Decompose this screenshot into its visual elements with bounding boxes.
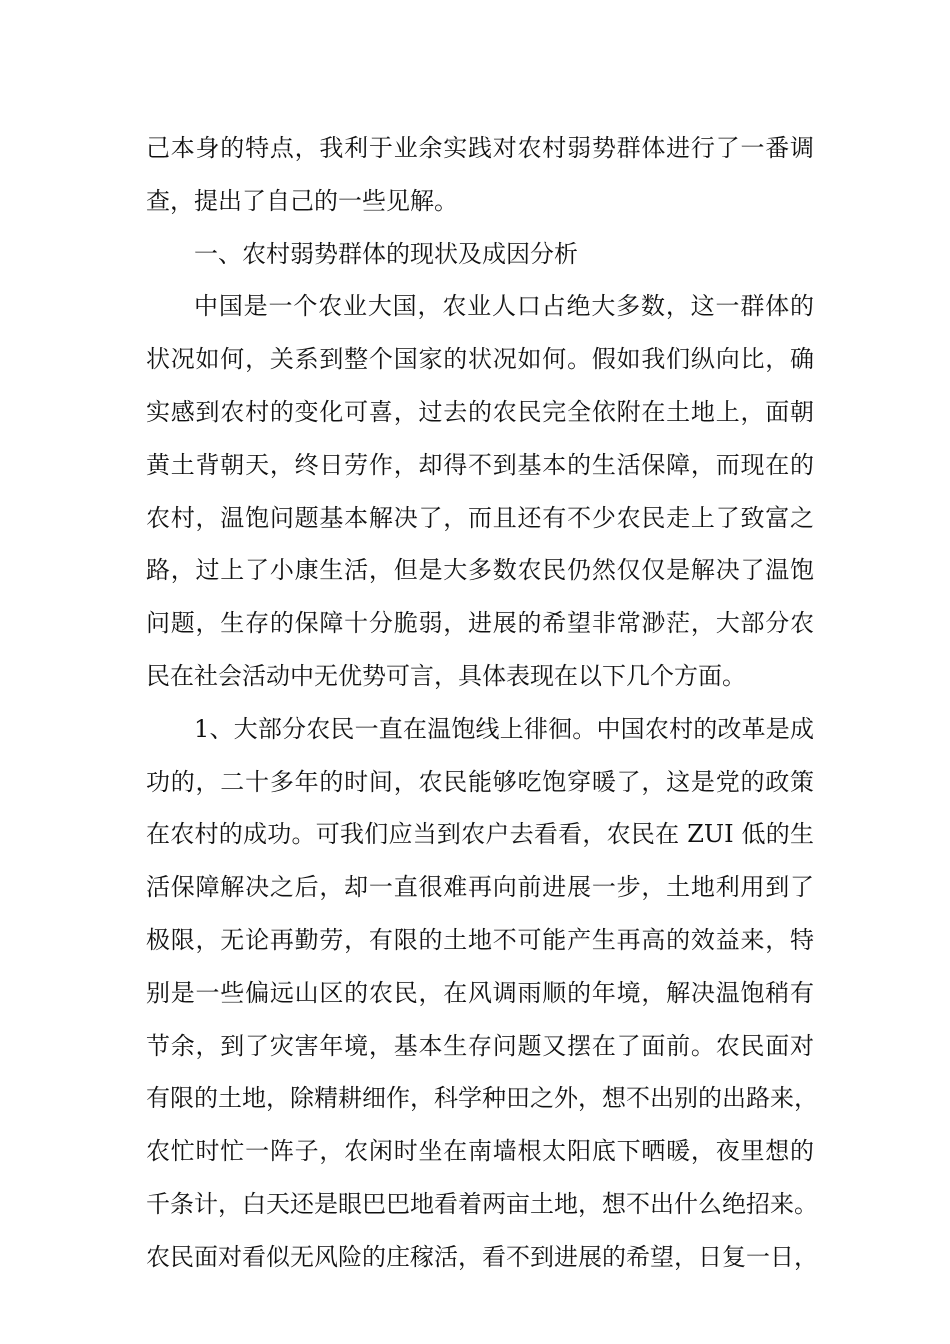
text-line: 农忙时忙一阵子，农闲时坐在南墙根太阳底下晒暖，夜里想的: [146, 1137, 814, 1166]
text-line: 别是一些偏远山区的农民，在风调雨顺的年境，解决温饱稍有: [146, 978, 814, 1007]
text-line: 农村，温饱问题基本解决了，而且还有不少农民走上了致富之: [146, 503, 814, 532]
text-line: 极限，无论再勤劳，有限的土地不可能产生再高的效益来，特: [146, 925, 814, 954]
text-line: 路，过上了小康生活，但是大多数农民仍然仅仅是解决了温饱: [146, 556, 814, 585]
text-line: 中国是一个农业大国，农业人口占绝大多数，这一群体的: [194, 292, 814, 321]
text-line: 活保障解决之后，却一直很难再向前进展一步，土地利用到了: [146, 873, 814, 902]
text-line: 状况如何，关系到整个国家的状况如何。假如我们纵向比，确: [146, 345, 814, 374]
text-line: 己本身的特点，我利于业余实践对农村弱势群体进行了一番调: [146, 134, 814, 162]
text-line: 查，提出了自己的一些见解。: [146, 186, 458, 215]
text-line: 功的，二十多年的时间，农民能够吃饱穿暖了，这是党的政策: [146, 767, 814, 796]
text-line: 1、大部分农民一直在温饱线上徘徊。中国农村的改革是成: [194, 714, 814, 743]
text-line: 民在社会活动中无优势可言，具体表现在以下几个方面。: [146, 661, 746, 690]
text-line: 黄土背朝天，终日劳作，却得不到基本的生活保障，而现在的: [146, 450, 814, 479]
text-line: 实感到农村的变化可喜，过去的农民完全依附在土地上，面朝: [146, 397, 814, 426]
text-line: 农民面对看似无风险的庄稼活，看不到进展的希望，日复一日，: [146, 1242, 818, 1271]
text-line: 一、农村弱势群体的现状及成因分析: [194, 239, 578, 268]
body-text: [146, 122, 818, 1284]
text-line: 问题，生存的保障十分脆弱，进展的希望非常渺茫，大部分农: [146, 609, 814, 638]
text-line: 节余，到了灾害年境，基本生存问题又摆在了面前。农民面对: [146, 1031, 814, 1060]
text-line: 在农村的成功。可我们应当到农户去看看，农民在 ZUI 低的生: [146, 820, 814, 849]
text-line: 有限的土地，除精耕细作，科学种田之外，想不出别的出路来，: [146, 1084, 818, 1113]
text-line: 千条计，白天还是眼巴巴地看着两亩土地，想不出什么绝招来。: [146, 1189, 818, 1218]
